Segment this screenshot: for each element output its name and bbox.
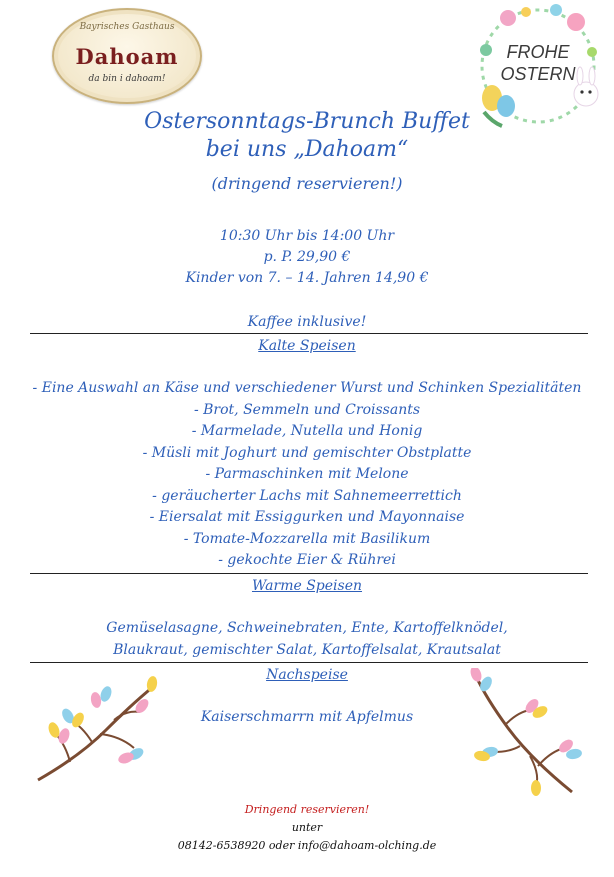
dessert-section-title: Nachspeise <box>266 667 348 683</box>
warm-items-line-1: Gemüselasagne, Schweinebraten, Ente, Kartoffelknödel, <box>106 620 508 636</box>
cold-item: - Eiersalat mit Essiggurken und Mayonnaise <box>149 509 465 525</box>
cold-item: - Müsli mit Joghurt und gemischter Obstplatte <box>142 445 472 461</box>
coffee-text: Kaffee inklusive! <box>247 314 367 330</box>
under-text: unter <box>291 821 323 834</box>
logo-name: Dahoam <box>75 44 179 69</box>
divider <box>30 333 588 334</box>
dessert-item: Kaiserschmarrn mit Apfelmus <box>200 709 414 725</box>
logo-subtitle: Bayrisches Gasthaus <box>79 22 175 32</box>
cold-item: - Marmelade, Nutella und Honig <box>191 423 423 439</box>
time-text: 10:30 Uhr bis 14:00 Uhr <box>219 228 395 244</box>
divider <box>30 662 588 663</box>
easter-text-line1: FROHE <box>506 42 570 62</box>
contact-info: 08142-6538920 oder info@dahoam-olching.de <box>177 839 437 852</box>
cold-item: - Parmaschinken mit Melone <box>205 466 409 482</box>
kids-price-text: Kinder von 7. – 14. Jahren 14,90 € <box>185 270 429 286</box>
logo-tagline: da bin i dahoam! <box>88 74 166 84</box>
title-line-3: (dringend reservieren!) <box>211 174 403 193</box>
flower-branch-icon <box>30 676 170 786</box>
cold-item: - Brot, Semmeln und Croissants <box>193 402 421 418</box>
warm-section-title: Warme Speisen <box>251 578 363 594</box>
flower-branch-icon <box>460 668 590 798</box>
easter-text-line2: OSTERN <box>500 64 576 84</box>
title-line-1: Ostersonntags-Brunch Buffet <box>144 109 470 134</box>
warm-items-line-2: Blaukraut, gemischter Salat, Kartoffelsalat, Krautsalat <box>113 642 501 658</box>
cold-section-title: Kalte Speisen <box>258 338 356 354</box>
cold-item: - Eine Auswahl an Käse und verschiedener Wurst und Schinken Spezialitäten <box>32 380 582 396</box>
price-text: p. P. 29,90 € <box>263 249 351 265</box>
cold-item: - gekochte Eier & Rührei <box>218 552 396 568</box>
cold-item: - Tomate-Mozzarella mit Basilikum <box>183 531 431 547</box>
divider <box>30 573 588 574</box>
title-line-2: bei uns „Dahoam“ <box>205 137 409 162</box>
cold-item: - geräucherter Lachs mit Sahnemeerrettich <box>152 488 462 504</box>
reserve-note: Dringend reservieren! <box>244 803 370 816</box>
restaurant-logo <box>52 8 202 104</box>
